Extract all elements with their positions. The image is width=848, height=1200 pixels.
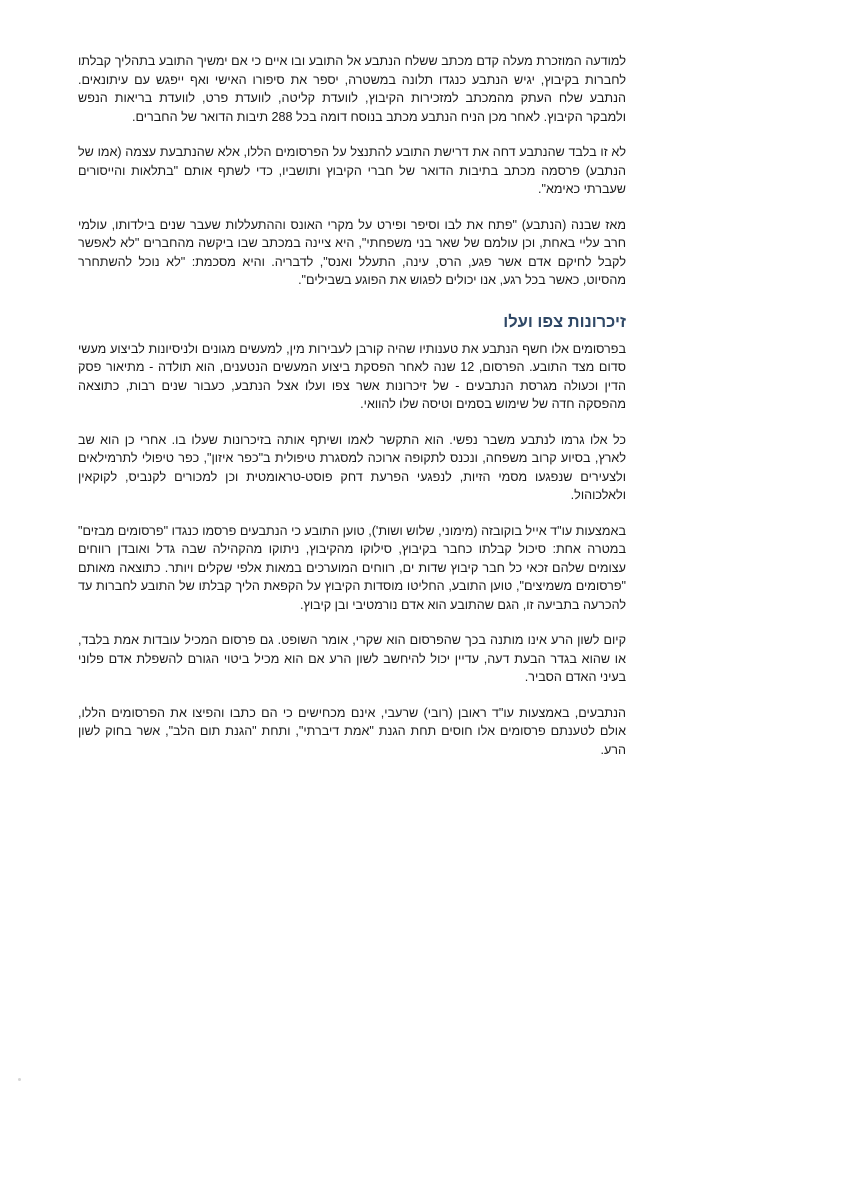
article-paragraph: באמצעות עו"ד אייל בוקובזה (מימוני, שלוש ושות'), טוען התובע כי הנתבעים פרסמו כנגדו "פרסומים מבזים" במטרה אחת: סיכול קבלתו כחבר בקיבוץ, סילוקו מהקיבוץ, ניתוקו מהקהילה שבה גדל ואובדן רווחים עצומים שלהם זכאי כל חבר קיבוץ שדות ים, רווחים המוערכים במאות אלפי שקלים ויותר. כתוצאה מאותם "פרסומים משמיצים", טוען התובע, החליטו מוסדות הקיבוץ על הקפאת הליך קבלתו של התובע לחברות עד להכרעה בתביעה זו, הגם שהתובע הוא אדם נורמטיבי ובן קיבוץ. (78, 523, 626, 612)
article-paragraph: בפרסומים אלו חשף הנתבע את טענותיו שהיה קורבן לעבירות מין, למעשים מגונים ולניסיונות לביצוע מעשי סדום מצד התובע. הפרסום, 12 שנה לאחר הפסקת ביצוע המעשים הנטענים, הוא תולדה - מתיאור פסק הדין וכעולה מגרסת הנתבעים - של זיכרונות אשר צפו ועלו אצל הנתבע, כעבור שנים רבות, כתוצאה מהפסקה חדה של שימוש בסמים וטיסה שלו להוואי. (78, 341, 626, 411)
article-paragraph: לא זו בלבד שהנתבע דחה את דרישת התובע להתנצל על הפרסומים הללו, אלא שהנתבעת עצמה (אמו של הנתבע) פרסמה מכתב בתיבות הדואר של חברי הקיבוץ ותושביו, כדי לשתף אותם "בתלאות והייסורים שעברתי כאימא". (78, 145, 626, 196)
article-paragraph: קיום לשון הרע אינו מותנה בכך שהפרסום הוא שקרי, אומר השופט. גם פרסום המכיל עובדות אמת בלבד, או שהוא בגדר הבעת דעה, עדיין יכול להיחשב לשון הרע אם הוא מכיל ביטוי הגורם להשפלת אדם פלוני בעיני האדם הסביר. (78, 633, 626, 684)
article-paragraph: למודעה המוזכרת מעלה קדם מכתב ששלח הנתבע אל התובע ובו איים כי אם ימשיך התובע בתהליך קבלתו לחברות בקיבוץ, יגיש הנתבע כנגדו תלונה במשטרה, יספר את סיפורו האישי ואף ייפגש עם עיתונאים. הנתבע שלח העתק מהמכתב למזכירות הקיבוץ, לוועדת קליטה, לוועדת פרט, לוועדת בריאות הנפש ולמבקר הקיבוץ. לאחר מכן הניח הנתבע מכתב בנוסח דומה בכל 288 תיבות הדואר של החברים. (78, 54, 626, 124)
article-paragraph: הנתבעים, באמצעות עו"ד ראובן (רובי) שרעבי, אינם מכחישים כי הם כתבו והפיצו את הפרסומים הללו, אולם לטענתם פרסומים אלו חוסים תחת הגנת "אמת דיברתי", ותחת "הגנת תום הלב", אשר בחוק לשון הרע. (78, 705, 626, 757)
article-body (78, 52, 626, 776)
article-paragraph: מאז שבנה (הנתבע) "פתח את לבו וסיפר ופירט על מקרי האונס וההתעללות שעבר שנים בילדותו, עולמי חרב עליי באחת, וכן עולמם של שאר בני משפחתי", היא ציינה במכתב שבו ביקשה מהחברים "לא לאפשר לקבל לחיקם אדם אשר פגע, הרס, עינה, התעלל ואנס", לדבריה. והיא מסכמת: "לא נוכל להשתחרר מהסיוט, כאשר בכל רגע, אנו יכולים לפגוש את הפוגע בשבילים". (78, 217, 626, 287)
section-heading: זיכרונות צפו ועלו (503, 312, 626, 331)
article-paragraph: כל אלו גרמו לנתבע משבר נפשי. הוא התקשר לאמו ושיתף אותה בזיכרונות שעלו בו. אחרי כן הוא שב לארץ, בסיוע קרוב משפחה, ונכנס לתקופה ארוכה למסגרת טיפולית ב"כפר איזון", כפר טיפולי לתרמילאים ולצעירים שנפגעו מסמי הזיות, לנפגעי הפרעת דחק פוסט-טראומטית וכן למכורים לקנביס, לקוקאין ולאלכוהול. (78, 432, 626, 502)
scan-speck (18, 1078, 21, 1081)
